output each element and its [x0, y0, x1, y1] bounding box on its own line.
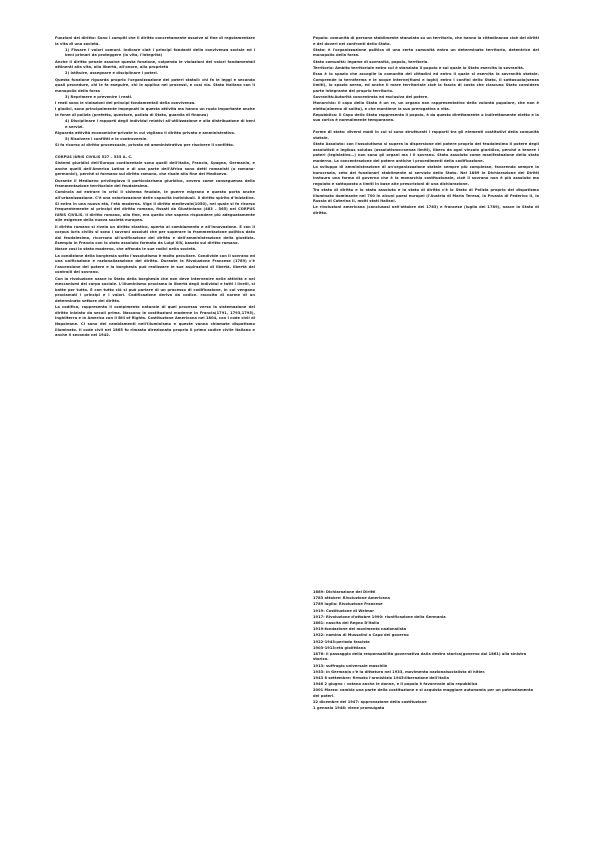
right-paragraph: Territorio: Ambito territoriale entro cui è stanziato il popolo e sul quale lo Stato esercita la sovranità.	[313, 65, 525, 70]
timeline-entry: 1861: nascita del Regno D'Italia	[313, 620, 380, 625]
timeline-entry: 1876: il passaggio della responsabilità governativa dalla destra storica(governo dal 1861) alla sinistra storica.	[313, 651, 527, 662]
timeline-entry: 1919: Costituzione di Weimar	[313, 608, 375, 613]
timeline-list	[313, 590, 539, 713]
timeline-entry: 1789 luglio: Rivoluzione Francese	[313, 602, 383, 607]
right-paragraph: Stato Assoluto: con l'assolutismo si supera la dispersione del potere proprio del feudalesimo Il potere degli assolutisti e legibus solutus (assolutismo=senza limiti), libero da ogni vincolo giuridico, perché a tenere i poteri (legislativo…) non sono gli organi ma i il sovrano. Stato assoluto come manifestazione dello stato moderno. La concentrazione del potere antiche i procedimenti della codificazione.	[313, 142, 539, 163]
timeline-entry: 1689: Dichiarazione dei Diritti	[313, 590, 376, 594]
right-paragraph: Repubblica: il Capo dello Stato rappresenta il popolo, è da questo direttamente o indirettamente eletto e la sua carica è normalmente temporanea.	[313, 112, 539, 123]
left-paragraph: 5) Risolvere i conflitti e le controversie.	[65, 137, 148, 142]
right-paragraph: Le rivoluzioni americana (conclusasi nell'ottobre del 1783) e francese (luglio del 1789), nasce lo Stato di diritto.	[313, 205, 539, 215]
timeline-entry: 1917: Rivoluzione d'ottobre 1990: riunificazione della Germania	[313, 614, 446, 619]
left-paragraph: 3) Reprimere e prevenire i reati.	[65, 94, 133, 99]
left-paragraph: I reati sono le violazioni dei principi fondamentali della convivenza.	[55, 101, 196, 106]
right-paragraph: Esso è lo spazio che accoglie la comunità dei cittadini ed entro il quale si esercita la sovranità statale. Comprende la terraferma e le acque interne(fiumi e laghi) entro i confini dello Stato, il sottosuolo(senza limiti), lo spazio aereo, ed anche il mare territoriale cioè la fascia di costa che ciascuno Stato considera parte integrante del proprio territorio.	[313, 71, 539, 93]
timeline-entry: 1903-1913:età giolittiana	[313, 645, 366, 650]
left-paragraph: Nasce così lo stato moderno, che affonda le sue radici nella società.	[55, 247, 197, 252]
left-paragraph: Questa funzione riguarda proprio l'organizzazione dei poteri statali: chi fa le leggi e secondo quali procedure, chi le fa eseguire, chi le applica nei processi, e così via. Stato italiano con il monopolio della forza	[55, 77, 255, 93]
left-paragraph: 2) Istituire, assegnare e disciplinare i poteri.	[65, 71, 159, 76]
left-paragraph: 1) Fissare i valori comuni. Indicare cioè i principi fondanti della convivenza sociale ed i beni primari da proteggere (la vita, l'integrità)	[65, 47, 255, 58]
right-paragraph: Monarchia: il capo dello Stato è un re, un organo non rappresentativo della volontà popolare, che non è eletto(almeno di solito), e che mantiene la sua prerogativa a vita.	[313, 101, 539, 111]
right-column	[313, 36, 539, 217]
timeline-entry: 1943 8 settembre: firmato l'armistizio 1945:liberazione dell'Italia	[313, 676, 449, 681]
timeline-entry: 1913: suffragio universale maschile	[313, 663, 388, 668]
right-paragraph: Stato: è l'organizzazione politica di una certa comunità entro un determinato territorio, detentrice del monopolio della forza.	[313, 47, 539, 58]
left-paragraph: Sistemi giuridici dell'Europa continentale sono quelli dell'Italia, Francia, Spagna, Germania, e anche quelli dell'America Latina e di una parte dell'Africa sono detti romanisti (o romano-germanici), perché si formano sul diritto romano, che risale alla fine del Medioevo.	[55, 161, 255, 177]
timeline-entry: 1946 2 giugno : votano anche le donne, e il popolo è favorevole alla repubblica	[313, 682, 478, 687]
timeline-entry: 1922-1943:periodo fascista	[313, 639, 370, 644]
left-paragraph: Si fa ricorso al diritto processuale, privato ed amministrativo per risolvere il conflitto.	[55, 143, 235, 148]
right-paragraph: Popolo: comunità di persone stabilmente stanziata su un territorio, che hanno la cittadinanza cioè dei diritti e dei doveri nei confronti dello Stato.	[313, 36, 539, 46]
left-paragraph: Il diritto romano si rivela un diritto elastico, aperto al cambiamento e all'innovazione. E con il corpus iuris civilis si sono i sovrani assoluti che per superare la frammentazione politica dato dal feudalesimo, ricorrono all'unificazione del diritto e dell'amministrazione della giustizia. Esempio in Francia con lo stato assoluto formato da Luigi XIV, basato sul diritto romano.	[55, 224, 255, 246]
timeline-entry: 2001 Marzo: cambia una parte della costituzione e si acquista maggiore autonomia per un potenziamento dei poteri.	[313, 688, 534, 698]
timeline-entry: 1783 ottobre: Rivoluzione Americana	[313, 596, 390, 601]
right-paragraph: Lo sviluppo di amministrazione di un'organizzazione statale sempre più complesse, favorendo sempre la burocrazia, ceto dei funzionari stabilmente al servizio dello Stato. Nel 1869 le Dichiarazione dei Diritti instaura una forma di governo che è la monarchia costituzionale, cioè il sovrano non è più assoluto ma regolato e sottoposto a limiti in base alle prescrizioni di una dichiarazione.	[313, 165, 539, 186]
timeline-entry: 1919:fondazione del movimento nazionalista	[313, 627, 407, 632]
left-paragraph: 4) Disciplinare i rapporti degli individui relativi all'utilizzazione e alla distribuzione di beni e servizi.	[65, 119, 255, 129]
left-column	[55, 36, 255, 339]
right-paragraph: Forme di stato: diversi modi in cui si sono strutturati i rapporti tra gli elementi costitutivi della comunità statale.	[313, 130, 539, 140]
timeline-entry: 1922: nomina di Mussolini a Capo del governo	[313, 633, 409, 638]
left-paragraph: La condizione della borghesia sotto l'assolutismo è molto peculiare. Condivide con il sovrano ed una unificazione e razionalizzazione del diritto. Durante la Rivoluzione Francese (1789) c'è l'ascensione del potere e la borghesia può realizzare le sue aspirazioni di libertà, libertà dei controlli del sovrano.	[55, 253, 255, 275]
left-paragraph: La codifica, rappresenta il compimento naturale di quel processo verso la sistemazione del diritto iniziato da secoli prima. Nascono le costituzioni moderne in Francia(1791, 1793,1795), Inghilterra e in America con il Bill of Rights. Costituzione Americana nel 1804, con i code civil di Napoleone. Ci sono dei cambiamenti nell'Illuminismo e queste vanno chiamate dispotismo illuminato. Il code civil nel 1865 fu rimasto direzionato proprio il primo codice civile italiano e anche il secondo nel 1942.	[55, 305, 255, 338]
left-paragraph: Con la rivoluzione nasce lo Stato della borghesia che non deve intervenire nelle attività e nei meccanismi del corpo sociale. L'Illuminismo proclama la libertà degli individui e tutti i livelli, si batte per tutto. E con tutto ciò si può parlare di un processo di codificazione, in cui vengono proclamati i principi e i valori. Codificazione deriva da codice. raccolta di norme di un determinato settore del diritto.	[55, 276, 255, 303]
left-paragraph: Anche il diritto penale assolve questa funzione, colpendo le violazioni dei valori fondamentali attinenti alla vita, alla libertà, all'onore, alla proprietà	[55, 59, 255, 70]
timeline-entry: 1 gennaio 1948: viene promulgata	[313, 706, 385, 711]
left-paragraph: Riguarda attività economiche-private in cui vigilano il diritto privato e amministrativo.	[55, 130, 236, 135]
left-paragraph: Durante il Medioevo privilegiava il particolarismo giuridico, ovvero come conseguenza della frammentazione territoriale del feudalesimo.	[55, 178, 255, 189]
right-paragraph: Stato comunità: legame di sovranità, popolo, territorio.	[313, 59, 429, 64]
left-paragraph: CORPUS IURIS CIVILIS 527 – 535 A. C.	[55, 155, 133, 159]
left-paragraph: Comincia ad entrare in crisi il sistema feudale, le guerre migrano e questo porta anche all'urbanizzazione. C'è una valorizzazione delle capacità individuali. Il diritto spirito d'iniziativa. Si entra in una nuova età, l'età moderna. Vige il diritto medievale(1050), nel quale si fa ricorso frequentemente ai principi del diritto romano, fissati da Giustiniano (483 – 565) nel CORPUS IURIS CIVILIS. Il diritto romano, alla fine, era quello che sapeva rispondere più adeguatamente alle esigenze della nuova società europea.	[55, 190, 255, 223]
timeline-entry: 1933: in Germania c'è la dittatura nel 1933, movimento nazionalsocialista di hitler.	[313, 669, 486, 674]
left-paragraph: I giudici, sono principalmente impegnati in questa attività ma hanno un ruolo importante anche le forze di polizia (prefetto, questore, polizia di Stato, guardia di finanza)	[55, 107, 255, 117]
left-paragraph: Funzioni del diritto: Sono i compiti che il diritto concretamente assolve al fine di regolamentare la vita di una società.	[55, 36, 255, 46]
timeline-entry: 22 dicembre del 1947: approvazione della costituzione	[313, 700, 427, 705]
right-paragraph: Sovranità:Autorità concentrata ed esclusiva del potere.	[313, 94, 429, 99]
right-paragraph: Tra stato di diritto e lo stato assoluto e lo stato di diritto c'è lo Stato di Polizia proprio del dispotismo illuminato dominante nel 700 in alcuni paesi europei (l'Austria di Maria Teresa, la Prussia di Federico II, la Russia di Caterina II, molti stati italiani.	[313, 187, 539, 204]
